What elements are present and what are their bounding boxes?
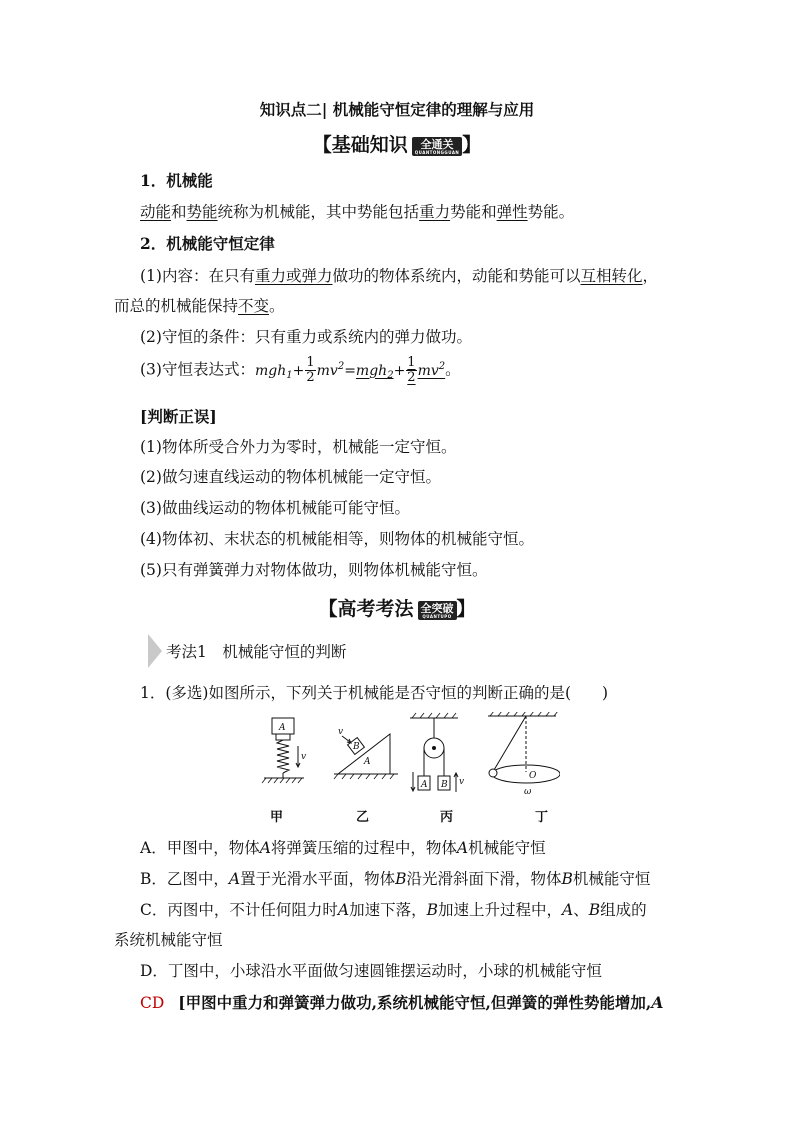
judge-item: (2)做匀速直线运动的物体机械能一定守恒。 — [140, 468, 441, 486]
judge-item: (3)做曲线运动的物体机械能可能守恒。 — [140, 499, 410, 517]
fig-wedge — [338, 734, 390, 774]
banner-exam-methods: 【高考考法 全突破 QUANTUPO 】 — [318, 598, 476, 620]
badge-quantongguan: 全通关 QUANTONGGUAN — [412, 137, 463, 156]
heading-judge: [判断正误] — [140, 407, 217, 426]
svg-text:B: B — [441, 780, 448, 790]
figure-label: 乙 — [356, 810, 370, 825]
answer-line — [140, 993, 663, 1013]
figure-label: 丁 — [535, 810, 549, 825]
fig-ball — [489, 769, 497, 777]
option-c: C．丙图中，不计任何阻力时A加速下落，B加速上升过程中，A、B组成的 — [140, 901, 647, 919]
section-title: 知识点二| 机械能守恒定律的理解与应用 — [259, 100, 535, 119]
svg-text:v: v — [338, 727, 344, 737]
svg-text:ω: ω — [524, 787, 532, 797]
answer: CD — [140, 994, 165, 1012]
judge-item: (4)物体初、末状态的机械能相等，则物体的机械能守恒。 — [140, 530, 534, 548]
para-content-cont: 而总的机械能保持不变。 — [114, 297, 285, 315]
question-figure — [250, 712, 560, 822]
judge-item: (1)物体所受合外力为零时，机械能一定守恒。 — [140, 438, 457, 456]
option-c-cont: 系统机械能守恒 — [114, 931, 223, 949]
explanation: [甲图中重力和弹簧弹力做功,系统机械能守恒,但弹簧的弹性势能增加,A — [178, 993, 664, 1012]
figure-label: 甲 — [270, 810, 284, 825]
banner-basic-knowledge: 【基础知识 全通关 QUANTONGGUAN 】 — [312, 134, 482, 156]
option-d: D．丁图中，小球沿水平面做匀速圆锥摆运动时，小球的机械能守恒 — [140, 962, 602, 980]
svg-text:A: A — [421, 780, 428, 790]
para-expression: (3)守恒表达式：mgh$_1$+ $\frac{1}{2}$ $mv^2=mgh_2+$ $\frac{1}{2}$ $mv^2$。 — [140, 355, 461, 385]
para-content: (1)内容：在只有重力或弹力做功的物体系统内，动能和势能可以互相转化， — [140, 267, 659, 285]
badge-quantupo: 全突破 QUANTUPO — [418, 601, 457, 620]
equation: mgh$_1$+ $\frac{1}{2}$ $mv^2=mgh_2+$ $\frac{1}{2}$ $mv^2$ — [254, 355, 446, 385]
para-condition: (2)守恒的条件：只有重力或系统内的弹力做功。 — [140, 328, 472, 346]
svg-text:v: v — [301, 752, 307, 762]
fig-spring — [277, 740, 289, 773]
heading-conservation-law: 2．机械能守恒定律 — [140, 234, 275, 253]
svg-text:O: O — [529, 771, 537, 781]
option-b: B．乙图中，A置于光滑水平面，物体B沿光滑斜面下滑，物体B机械能守恒 — [140, 870, 651, 888]
arrow-marker-icon — [148, 634, 162, 668]
svg-text:A: A — [279, 723, 286, 733]
para-mechanical-energy: 动能和势能统称为机械能，其中势能包括重力势能和弹性势能。 — [140, 203, 575, 221]
option-a: A．甲图中，物体A将弹簧压缩的过程中，物体A机械能守恒 — [140, 839, 546, 857]
judge-item: (5)只有弹簧弹力对物体做功，则物体机械能守恒。 — [140, 561, 488, 579]
heading-mechanical-energy: 1．机械能 — [140, 171, 213, 190]
question-stem: 1．(多选)如图所示，下列关于机械能是否守恒的判断正确的是( ) — [140, 684, 609, 702]
svg-text:A: A — [364, 757, 371, 767]
kaofa-heading: 考法1 机械能守恒的判断 — [166, 643, 347, 661]
svg-text:B: B — [353, 742, 360, 752]
svg-text:v: v — [459, 777, 465, 787]
figure-label: 丙 — [440, 810, 454, 825]
